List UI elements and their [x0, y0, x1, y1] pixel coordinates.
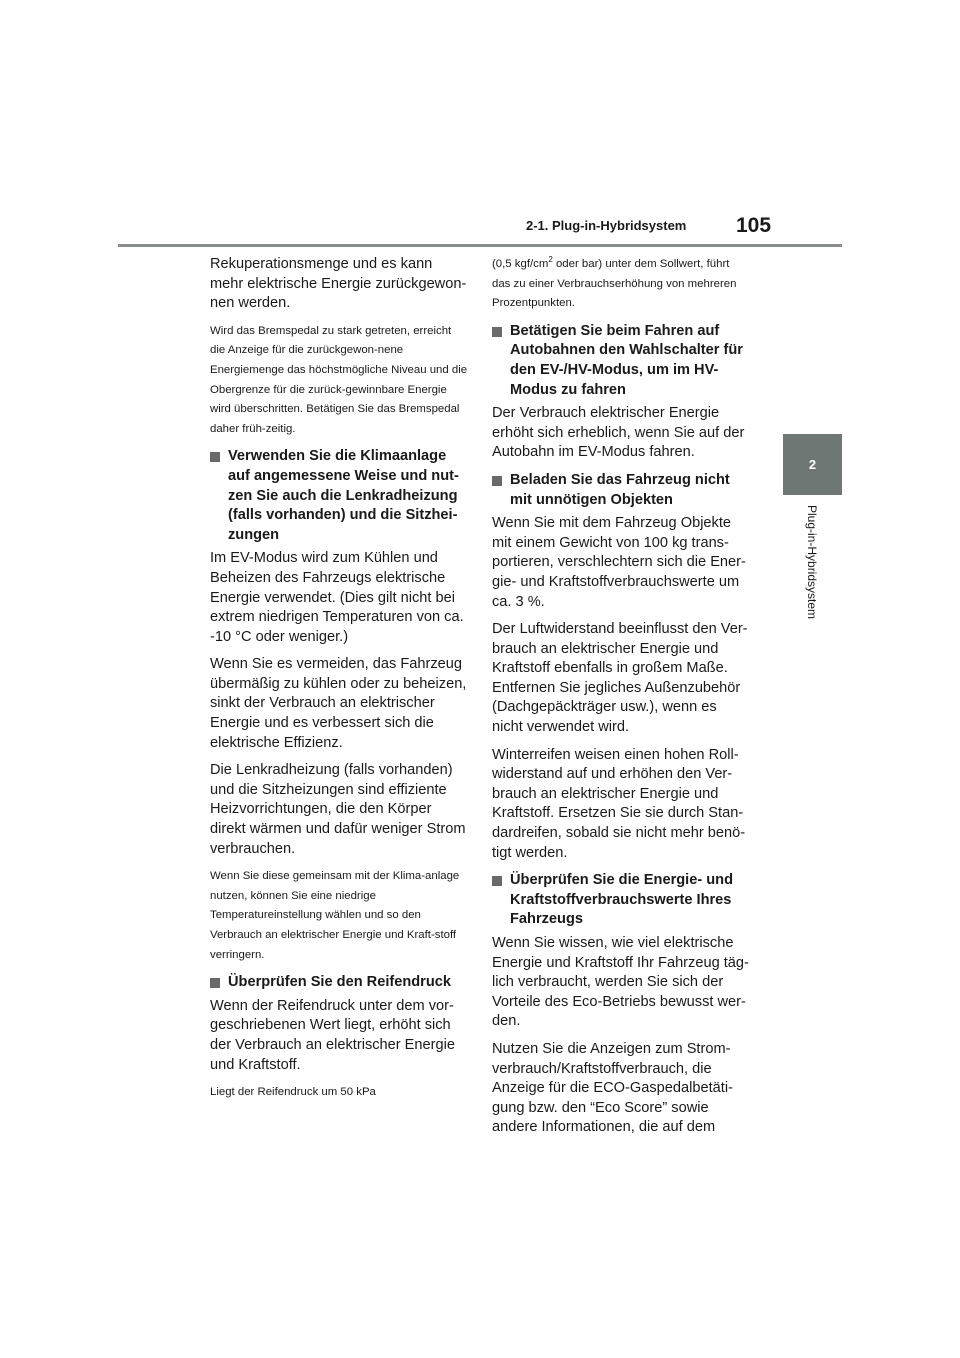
paragraph: Winterreifen weisen einen hohen Roll-widerstand auf und erhöhen den Ver-brauch an elektrischer Energie und Kraftstoff. Ersetzen Sie sie durch Stan-dardreifen, sobald sie nicht mehr benö-tigt werden.	[492, 746, 746, 861]
note-text: (0,5 kgf/cm	[492, 258, 549, 270]
note-paragraph: Wenn Sie diese gemeinsam mit der Klima-anlage nutzen, können Sie eine niedrige Temperatureinstellung wählen und so den Verbrauch an elektrischer Energie und Kraft-stoff verringern.	[210, 870, 460, 961]
section-heading	[210, 973, 468, 993]
header-divider	[118, 244, 842, 247]
chapter-number: 2	[808, 457, 817, 472]
note-text: oder bar) unter dem Sollwert, führt das zu einer Verbrauchserhöhung von mehreren Prozentpunkten.	[492, 258, 737, 310]
square-bullet-icon	[492, 327, 502, 337]
chapter-side-label	[782, 505, 842, 645]
section-heading	[492, 322, 750, 400]
square-bullet-icon	[210, 452, 220, 462]
section-heading	[492, 871, 750, 930]
chapter-tab[interactable]	[783, 434, 842, 495]
note-paragraph: Wird das Bremspedal zu stark getreten, erreicht die Anzeige für die zurückgewon-nene Energiemenge das höchstmögliche Niveau und die Obergrenze für die zurück-gewinnbare Energie wird überschritten. Betätigen Sie das Bremspedal daher früh-zeitig.	[210, 324, 468, 435]
right-column	[492, 255, 750, 1146]
page-number: 105	[736, 214, 772, 237]
paragraph: Nutzen Sie die Anzeigen zum Strom-verbrauch/Kraftstoffverbrauch, die Anzeige für die ECO-Gaspedalbetäti-gung bzw. den “Eco Score” sowie andere Informationen, die auf dem	[492, 1040, 733, 1136]
paragraph: Der Luftwiderstand beeinflusst den Ver-brauch an elektrischer Energie und Kraftstoff ebenfalls in großem Maße. Entfernen Sie jegliches Außenzubehör (Dachgepäckträger usw.), wenn es nicht verwendet wird.	[492, 621, 748, 736]
note-paragraph	[492, 255, 750, 314]
paragraph: Im EV-Modus wird zum Kühlen und Beheizen des Fahrzeugs elektrische Energie verwendet. (Dies gilt nicht bei extrem niedrigen Temperaturen von ca. -10 °C oder weniger.)	[210, 550, 464, 645]
heading-text: Verwenden Sie die Klimaanlage auf angemessene Weise und nut-zen Sie auch die Lenkradheizung (falls vorhanden) und die Sitzhei-zungen	[228, 448, 459, 543]
heading-text: Betätigen Sie beim Fahren auf Autobahnen den Wahlschalter für den EV-/HV-Modus, um im HV-Modus zu fahren	[510, 322, 743, 398]
heading-text: Überprüfen Sie den Reifendruck	[228, 974, 452, 991]
paragraph: Der Verbrauch elektrischer Energie erhöht sich erheblich, wenn Sie auf der Autobahn im EV-Modus fahren.	[492, 405, 745, 461]
heading-text: Überprüfen Sie die Energie- und Kraftstoffverbrauchswerte Ihres Fahrzeugs	[510, 872, 733, 928]
square-bullet-icon	[492, 476, 502, 486]
paragraph: Die Lenkradheizung (falls vorhanden) und die Sitzheizungen sind effiziente Heizvorrichtungen, die den Körper direkt wärmen und dafür weniger Strom verbrauchen.	[210, 762, 466, 857]
paragraph: Wenn der Reifendruck unter dem vor-geschriebenen Wert liegt, erhöht sich der Verbrauch an elektrischer Energie und Kraftstoff.	[210, 997, 455, 1073]
superscript: 2	[548, 255, 553, 265]
paragraph: Wenn Sie mit dem Fahrzeug Objekte mit einem Gewicht von 100 kg trans-portieren, verschlechtern sich die Ener-gie- und Kraftstoffverbrauchswerte um ca. 3 %.	[492, 515, 746, 610]
paragraph: Wenn Sie wissen, wie viel elektrische Energie und Kraftstoff Ihr Fahrzeug täg-lich verbraucht, werden Sie sich der Vorteile des Eco-Betriebs bewusst wer-den.	[492, 935, 749, 1030]
chapter-label-text: Plug-in-Hybridsystem	[805, 505, 819, 620]
paragraph: Rekuperationsmenge und es kann mehr elektrische Energie zurückgewon-nen werden.	[210, 256, 467, 312]
heading-text: Beladen Sie das Fahrzeug nicht mit unnötigen Objekten	[510, 471, 730, 508]
section-title: 2-1. Plug-in-Hybridsystem	[526, 218, 687, 233]
square-bullet-icon	[492, 876, 502, 886]
section-heading	[210, 447, 468, 545]
left-column	[210, 255, 468, 1111]
note-paragraph: Liegt der Reifendruck um 50 kPa	[210, 1086, 376, 1099]
square-bullet-icon	[210, 978, 220, 988]
paragraph: Wenn Sie es vermeiden, das Fahrzeug übermäßig zu kühlen oder zu beheizen, sinkt der Verbrauch an elektrischer Energie und es verbessert sich die elektrische Effizienz.	[210, 656, 467, 751]
section-heading	[492, 471, 750, 510]
